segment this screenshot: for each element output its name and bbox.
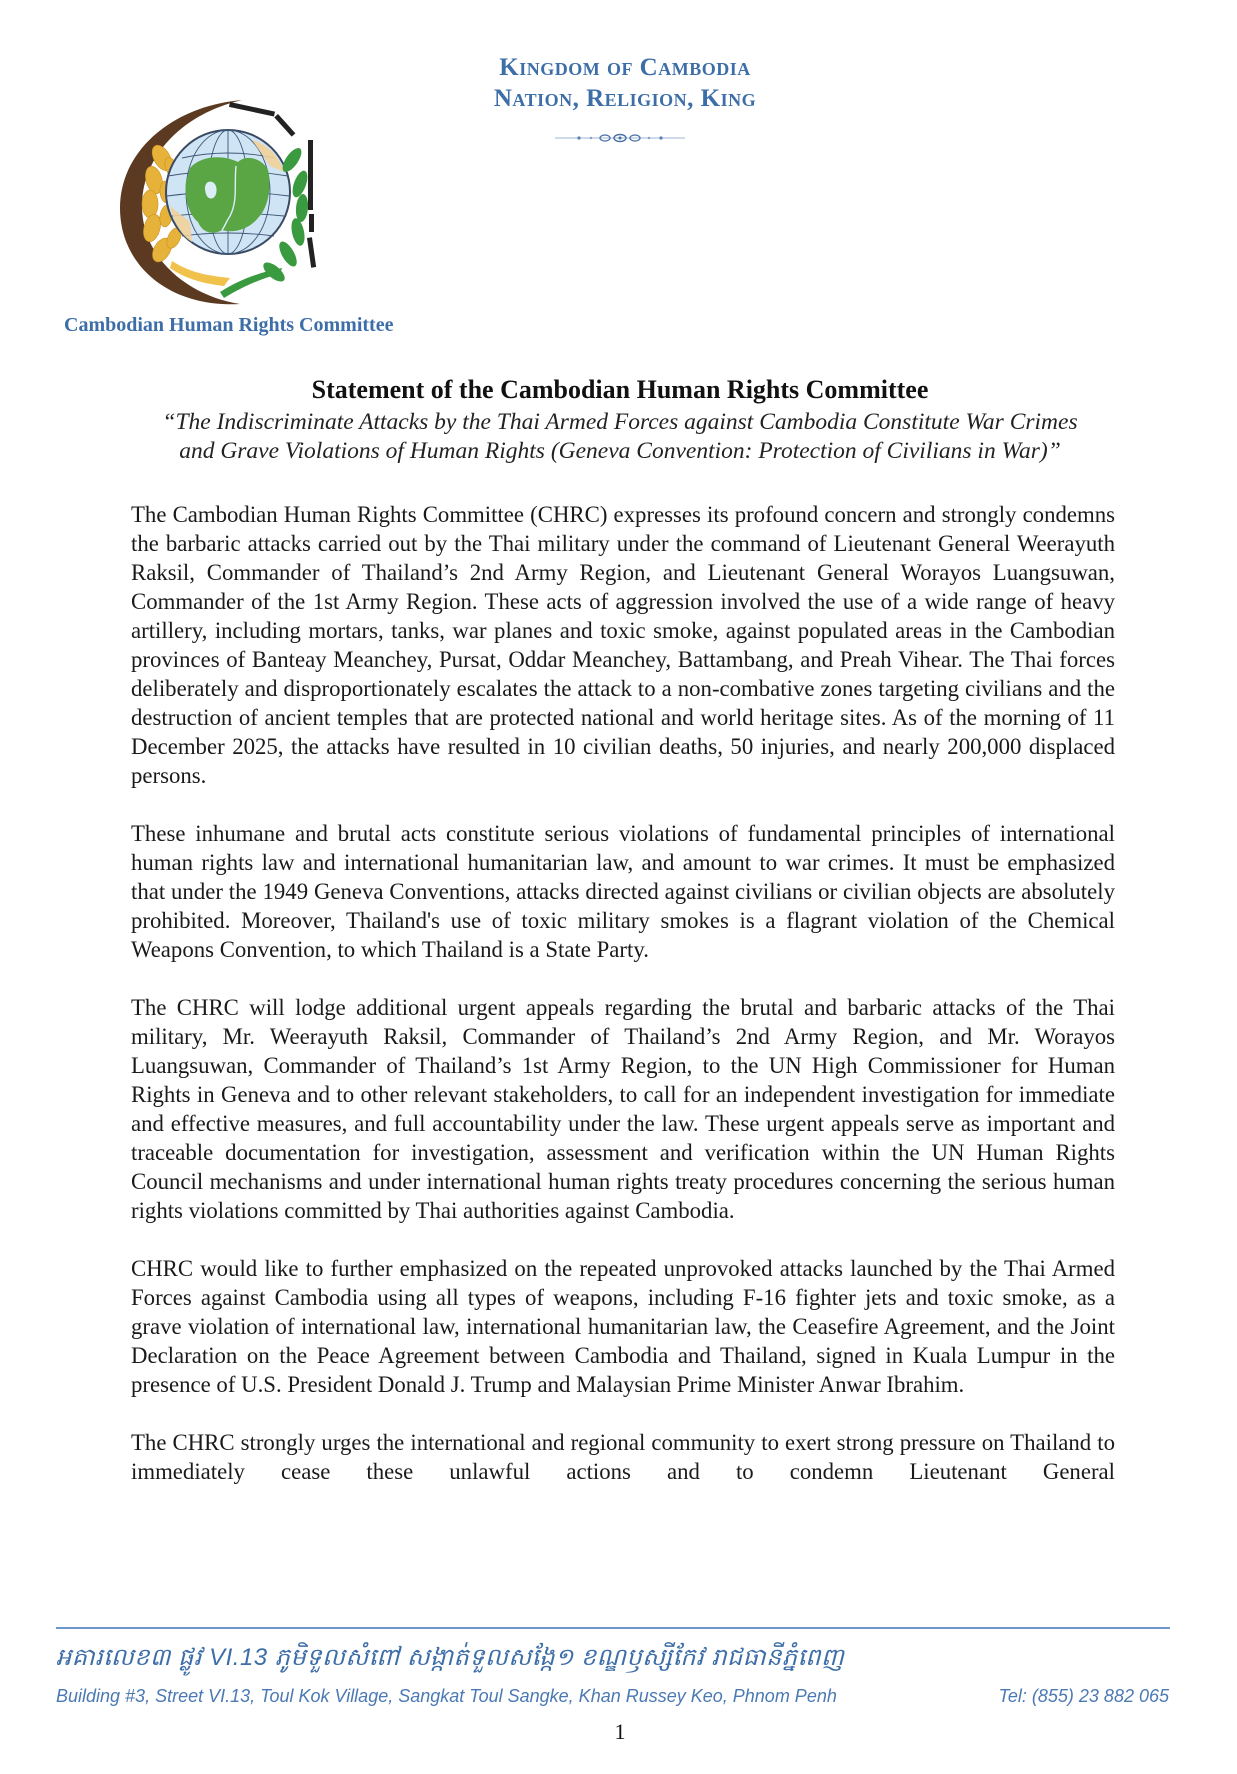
subtitle-line-2: and Grave Violations of Human Rights (Geneva Convention: Protection of Civilians in War)” [179, 438, 1061, 464]
paragraph: These inhumane and brutal acts constitute serious violations of fundamental principles of international human rights law and international humanitarian law, and amount to war crimes. It must be emphasized that under the 1949 Geneva Conventions, attacks directed against civilians or civilian objects are absolutely prohibited. Moreover, Thailand's use of toxic military smokes is a flagrant violation of the Chemical Weapons Convention, to which Thailand is a State Party. [131, 821, 1115, 962]
paragraph: The Cambodian Human Rights Committee (CHRC) expresses its profound concern and strongly condemns the barbaric attacks carried out by the Thai military under the command of Lieutenant General Weerayuth Raksil, Commander of Thailand’s 2nd Army Region, and Lieutenant General Worayos Luangsuwan, Commander of the 1st Army Region. These acts of aggression involved the use of a wide range of heavy artillery, including mortars, tanks, war planes and toxic smoke, against populated areas in the Cambodian provinces of Banteay Meanchey, Pursat, Oddar Meanchey, Battambang, and Preah Vihear. The Thai forces deliberately and disproportionately escalates the attack to a non-combative zones targeting civilians and the destruction of ancient temples that are protected national and world heritage sites. As of the morning of 11 December 2025, the attacks have resulted in 10 civilian deaths, 50 injuries, and nearly 200,000 displaced persons. [131, 502, 1115, 788]
subtitle-line-1: “The Indiscriminate Attacks by the Thai Armed Forces against Cambodia Constitute War Crimes [162, 409, 1078, 435]
organization-name: Cambodian Human Rights Committee [64, 314, 394, 336]
chrc-logo-icon [112, 96, 344, 308]
statement-title: Statement of the Cambodian Human Rights Committee [311, 375, 929, 404]
paragraph: CHRC would like to further emphasized on the repeated unprovoked attacks launched by the Thai Armed Forces against Cambodia using all types of weapons, including F-16 fighter jets and toxic smoke, as a grave violation of international law, international humanitarian law, the Ceasefire Agreement, and the Joint Declaration on the Peace Agreement between Cambodia and Thailand, signed in Kuala Lumpur in the presence of U.S. President Donald J. Trump and Malaysian Prime Minister Anwar Ibrahim. [131, 1256, 1115, 1397]
kingdom-heading: Kingdom of Cambodia [499, 54, 751, 81]
footer-divider [56, 1627, 1170, 1629]
footer-address-english: Building #3, Street VI.13, Toul Kok Village, Sangkat Toul Sangke, Khan Russey Keo, Phnom Penh [56, 1686, 837, 1706]
paragraph: The CHRC will lodge additional urgent appeals regarding the brutal and barbaric attacks of the Thai military, Mr. Weerayuth Raksil, Commander of Thailand’s 2nd Army Region, and Mr. Worayos Luangsuwan, Commander of Thailand’s 1st Army Region, to the UN High Commissioner for Human Rights in Geneva and to other relevant stakeholders, to call for an independent investigation for immediate and effective measures, and full accountability under the law. These urgent appeals serve as important and traceable documentation for investigation, assessment and verification within the UN Human Rights Council mechanisms and under international human rights treaty procedures concerning the serious human rights violations committed by Thai authorities against Cambodia. [131, 995, 1115, 1223]
statement-body [131, 500, 1115, 1515]
national-motto: Nation, Religion, King [493, 85, 757, 112]
paragraph: The CHRC strongly urges the international and regional community to exert strong pressure on Thailand to immediately cease these unlawful actions and to condemn Lieutenant General [131, 1430, 1115, 1484]
footer-telephone: Tel: (855) 23 882 065 [998, 1686, 1169, 1706]
divider-ornament-icon [555, 131, 685, 145]
page-number: 1 [614, 1719, 626, 1744]
footer-address-khmer: អគារលេខ៣ ផ្លូវ VI.13 ភូមិទួលសំពៅ សង្កាត់ទួលសង្កែ១ ខណ្ឌឫស្សីកែវ រាជធានីភ្នំពេញ [56, 1644, 845, 1671]
statement-subtitle [120, 408, 1120, 466]
